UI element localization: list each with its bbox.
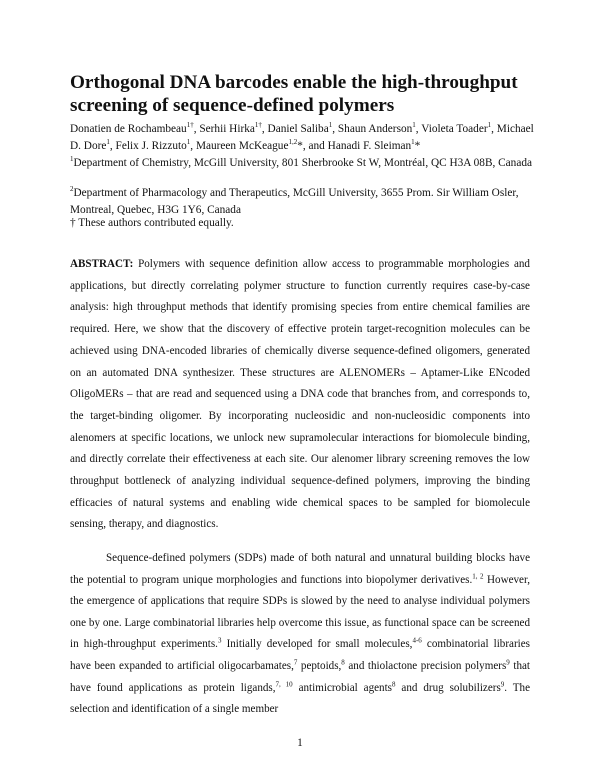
author-affiliation-marker: 1 [186,137,191,146]
body-text-run: and thiolactone precision polymers [344,659,507,672]
affiliation-1 [70,155,540,172]
affiliation-2 [70,185,540,218]
author-separator: , [261,123,268,135]
author-name: Donatien de Rochambeau [70,123,187,135]
equal-contribution-note: † These authors contributed equally. [70,217,234,229]
author-affiliation-marker: 1 [411,137,415,146]
author-affiliation-marker: 1 [412,121,416,130]
citation-marker: 1, 2 [472,571,484,580]
affiliation-2-marker: 2 [70,185,74,194]
citation-marker: 8 [392,679,396,688]
body-text-run: antimicrobial agents [292,681,392,694]
citation-marker: 3 [217,636,222,645]
citation-marker: 4-6 [412,636,422,645]
author-separator: * [414,139,421,152]
author-separator: , [491,123,497,135]
citation-marker: 9 [506,658,510,667]
author-separator: , [193,123,200,135]
author-separator: , [415,123,422,135]
citation-marker: 9 [500,679,505,688]
affiliation-1-text: Department of Chemistry, McGill University, 801 Sherbrooke St W, Montréal, QC H3A 08B, Canada [73,157,533,169]
paper-title: Orthogonal DNA barcodes enable the high-throughput screening of sequence-defined polymers [70,72,518,116]
body-text-run: that have found applications as protein ligands, [70,659,530,694]
author-name: Serhii Hirka [199,123,255,135]
author-name: Felix J. Rizzuto [115,139,187,152]
author-separator: *, and [297,139,328,152]
citation-marker: 8 [341,658,345,667]
abstract-text: Polymers with sequence definition allow access to programmable morphologies and applications, but directly correlating polymer structure to function currently requires case-by-case analysis: high throughput methods that identify promising species from entire chemical families are required. Here, we show that the discovery of effective protein target-recognition molecules can be achieved using DNA-encoded libraries of chemically diverse sequence-defined oligomers, generated on an automated DNA synthesizer. These structures are ALENOMERs – Aptamer-Like ENcoded OligoMERs – that are read and sequenced using a DNA code that branches from, and corresponds to, the target-binding oligomer. By incorporating nucleosidic and non-nucleosidic components into alenomers at specific locations, we unlock new supramolecular interactions for biomolecule binding, and directly correlate their effectiveness at each site. Our alenomer library screening removes the low throughput bottleneck of analyzing individual sequence-defined polymers, improving the binding efficacies of natural systems and enabling wide chemical spaces to be sampled for biomolecule sensing, therapy, and diagnostics. [70,258,530,531]
body-text-run: However, the emergence of applications that require SDPs is slowed by the need to analyse individual polymers one by one. Large combinatorial libraries help overcome this issue, as functional space can be screened in high-throughput experiments. [70,573,530,651]
body-text-run: Sequence-defined polymers (SDPs) made of both natural and unnatural building blocks have the potential to program unique morphologies and functions into biopolymer derivatives. [70,552,530,586]
author-separator: , [109,139,116,152]
abstract-label: ABSTRACT: [70,258,134,270]
author-name: Maureen McKeague [195,139,289,152]
author-affiliation-marker: 1 [106,137,110,146]
affiliation-2-text: Department of Pharmacology and Therapeutics, McGill University, 3655 Prom. Sir William Osler, Montreal, Quebec, H3G 1Y6, Canada [70,187,519,216]
author-name: Hanadi F. Sleiman [327,139,412,152]
affiliation-1-marker: 1 [70,155,74,164]
body-text-run: combinatorial libraries have been expanded to artificial oligocarbamates, [70,638,530,672]
author-name: Shaun Anderson [337,123,413,135]
author-separator: , [332,123,338,135]
page-number: 1 [297,737,303,749]
author-name: Daniel Saliba [267,123,329,135]
abstract [70,254,530,536]
body-text-run: and drug solubilizers [395,681,501,694]
author-affiliation-marker: 1 [487,121,492,130]
author-affiliation-marker: 1† [186,121,194,130]
author-name: Violeta Toader [421,123,488,135]
author-name: Michael D. Dore [70,123,534,152]
body-text-run: . The selection and identification of a single member [70,681,531,716]
body-paragraph [70,548,530,721]
author-affiliation-marker: 1† [254,121,262,130]
body-text-run: peptoids, [297,659,342,672]
author-separator: , [190,139,196,152]
author-affiliation-marker: 1 [328,121,333,130]
author-list [70,121,540,154]
citation-marker: 7, 10 [275,679,293,688]
citation-marker: 7 [293,658,298,667]
body-text-run: Initially developed for small molecules, [221,638,413,651]
author-affiliation-marker: 1,2 [288,137,298,146]
